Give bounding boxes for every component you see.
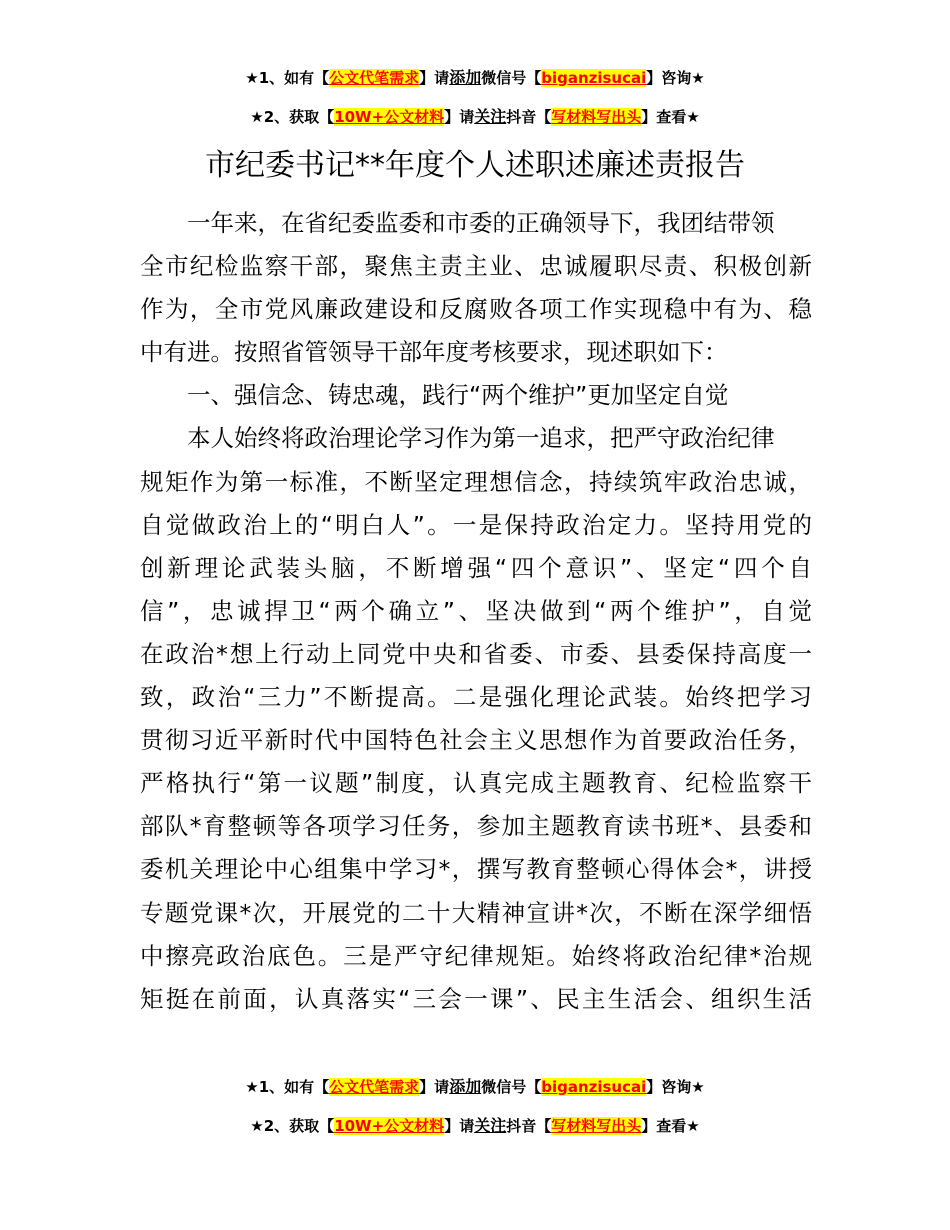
promo-emphasis: 添加 xyxy=(449,1077,482,1096)
body-line: 信”，忠诚捍卫“两个确立”、坚决做到“两个维护”，自觉 xyxy=(140,596,812,625)
promo-text: ★1、如有【 xyxy=(245,1078,330,1096)
body-line: 矩挺在前面，认真落实“三会一课”、民主生活会、组织生活 xyxy=(140,984,812,1013)
promo-line-1 xyxy=(0,68,950,88)
promo-highlight: 公文代笔需求 xyxy=(329,69,420,87)
promo-text: 】咨询★ xyxy=(646,1078,705,1096)
promo-highlight: 写材料写出头 xyxy=(551,1117,642,1135)
body-line: 创新理论武装头脑，不断增强“四个意识”、坚定“四个自 xyxy=(140,553,812,582)
promo-text: 】请 xyxy=(444,108,475,126)
document-body xyxy=(140,202,812,1021)
promo-line-2-footer xyxy=(0,1116,950,1136)
promo-text: 】查看★ xyxy=(641,1117,700,1135)
body-line: 委机关理论中心组集中学习*，撰写教育整顿心得体会*，讲授 xyxy=(140,855,812,884)
promo-highlight: 公文代笔需求 xyxy=(329,1078,420,1096)
promo-highlight: biganzisucai xyxy=(541,1078,647,1096)
promo-highlight: 10W+公文材料 xyxy=(334,1117,445,1135)
promo-text: 】请 xyxy=(419,1078,450,1096)
body-line: 中擦亮政治底色。三是严守纪律规矩。始终将政治纪律*治规 xyxy=(140,941,812,970)
promo-line-1-footer xyxy=(0,1077,950,1097)
promo-highlight: 写材料写出头 xyxy=(551,108,642,126)
body-line: 本人始终将政治理论学习作为第一追求，把严守政治纪律 xyxy=(187,424,775,453)
body-line: 中有进。按照省管领导干部年度考核要求，现述职如下： xyxy=(140,338,728,367)
promo-highlight: biganzisucai xyxy=(541,69,647,87)
promo-text: 】请 xyxy=(444,1117,475,1135)
body-line: 部队*育整顿等各项学习任务，参加主题教育读书班*、县委和 xyxy=(140,812,812,841)
promo-text: 】咨询★ xyxy=(646,69,705,87)
promo-text: 抖音【 xyxy=(506,1117,552,1135)
promo-text: 】查看★ xyxy=(641,108,700,126)
body-line: 作为，全市党风廉政建设和反腐败各项工作实现稳中有为、稳 xyxy=(140,295,812,324)
body-line: 自觉做政治上的“明白人”。一是保持政治定力。坚持用党的 xyxy=(140,510,812,539)
document-title: 市纪委书记**年度个人述职述廉述责报告 xyxy=(205,148,745,183)
promo-text: 】请 xyxy=(419,69,450,87)
body-line: 严格执行“第一议题”制度，认真完成主题教育、纪检监察干 xyxy=(140,769,812,798)
promo-text: 微信号【 xyxy=(481,1078,542,1096)
body-line: 在政治*想上行动上同党中央和省委、市委、县委保持高度一 xyxy=(140,639,812,668)
promo-line-2 xyxy=(0,107,950,127)
section-heading: 一、强信念、铸忠魂，践行“两个维护”更加坚定自觉 xyxy=(187,381,729,410)
body-line: 贯彻习近平新时代中国特色社会主义思想作为首要政治任务， xyxy=(140,726,812,755)
promo-highlight: 10W+公文材料 xyxy=(334,108,445,126)
promo-text: ★1、如有【 xyxy=(245,69,330,87)
body-line: 致，政治“三力”不断提高。二是强化理论武装。始终把学习 xyxy=(140,683,812,712)
promo-emphasis: 关注 xyxy=(474,107,507,126)
promo-emphasis: 关注 xyxy=(474,1116,507,1135)
promo-emphasis: 添加 xyxy=(449,68,482,87)
promo-text: ★2、获取【 xyxy=(250,1117,335,1135)
promo-text: ★2、获取【 xyxy=(250,108,335,126)
body-line: 规矩作为第一标准，不断坚定理想信念，持续筑牢政治忠诚， xyxy=(140,467,812,496)
body-line: 专题党课*次，开展党的二十大精神宣讲*次，不断在深学细悟 xyxy=(140,898,812,927)
body-line: 全市纪检监察干部，聚焦主责主业、忠诚履职尽责、积极创新 xyxy=(140,252,812,281)
promo-text: 抖音【 xyxy=(506,108,552,126)
body-line: 一年来，在省纪委监委和市委的正确领导下，我团结带领 xyxy=(187,209,775,237)
promo-text: 微信号【 xyxy=(481,69,542,87)
